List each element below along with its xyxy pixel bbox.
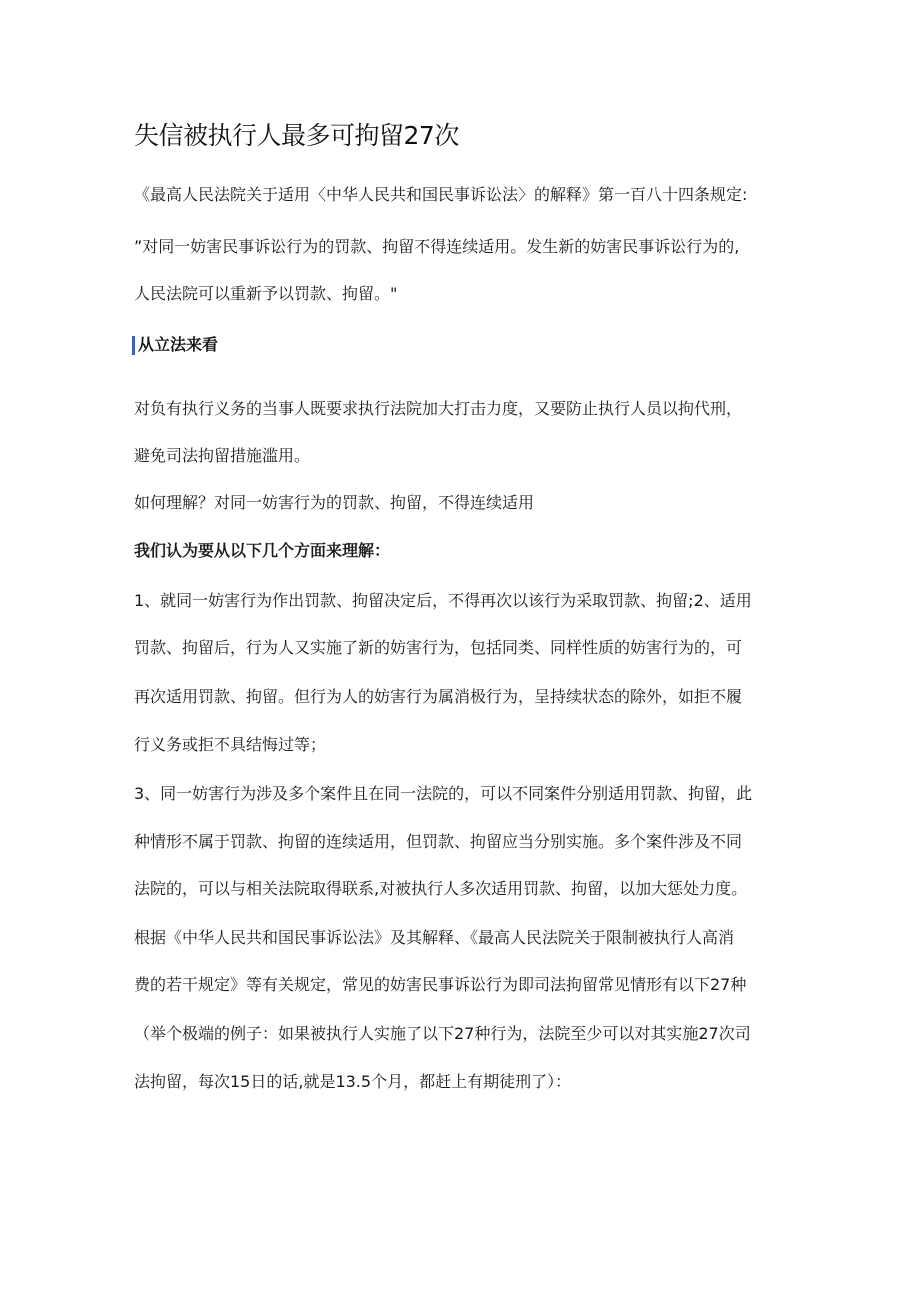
body-line-1: 对负有执行义务的当事人既要求执行法院加大打击力度，又要防止执行人员以拘代刑， bbox=[134, 399, 743, 418]
section-heading bbox=[132, 333, 218, 357]
section-heading-text: 从立法来看 bbox=[138, 335, 219, 354]
point-line-7: 法院的，可以与相关法院取得联系,对被执行人多次适用罚款、拘留，以加大惩处力度。 bbox=[134, 879, 748, 898]
point-line-4: 行义务或拒不具结悔过等； bbox=[134, 735, 327, 754]
point-line-8: 根据《中华人民共和国民事诉讼法》及其解释、《最高人民法院关于限制被执行人高消 bbox=[134, 928, 735, 947]
point-line-1: 1、就同一妨害行为作出罚款、拘留决定后，不得再次以该行为采取罚款、拘留;2、适用 bbox=[134, 591, 752, 610]
document-title: 失信被执行人最多可拘留27次 bbox=[134, 121, 459, 150]
intro-line-2: ”对同一妨害民事诉讼行为的罚款、拘留不得连续适用。发生新的妨害民事诉讼行为的, bbox=[134, 237, 740, 256]
point-line-9: 费的若干规定》等有关规定，常见的妨害民事诉讼行为即司法拘留常见情形有以下27种 bbox=[134, 975, 747, 994]
point-line-6: 种情形不属于罚款、拘留的连续适用，但罚款、拘留应当分别实施。多个案件涉及不同 bbox=[134, 832, 743, 851]
body-line-3: 如何理解？对同一妨害行为的罚款、拘留，不得连续适用 bbox=[134, 493, 535, 512]
point-line-10: （举个极端的例子：如果被执行人实施了以下27种行为，法院至少可以对其实施27次司 bbox=[134, 1024, 751, 1043]
point-line-5: 3、同一妨害行为涉及多个案件且在同一法院的，可以不同案件分别适用罚款、拘留，此 bbox=[134, 784, 753, 803]
body-line-2: 避免司法拘留措施滥用。 bbox=[134, 446, 311, 465]
intro-line-1: 《最高人民法院关于适用〈中华人民共和国民事诉讼法〉的解释》第一百八十四条规定: bbox=[134, 185, 748, 204]
point-line-2: 罚款、拘留后，行为人又实施了新的妨害行为，包括同类、同样性质的妨害行为的，可 bbox=[134, 638, 743, 657]
point-line-3: 再次适用罚款、拘留。但行为人的妨害行为属消极行为，呈持续状态的除外，如拒不履 bbox=[134, 687, 743, 706]
intro-line-3: 人民法院可以重新予以罚款、拘留。" bbox=[134, 284, 398, 303]
point-line-11: 法拘留，每次15日的话,就是13.5个月，都赶上有期徒刑了）： bbox=[134, 1072, 572, 1091]
section-accent-bar bbox=[132, 336, 135, 355]
bold-lead-line: 我们认为要从以下几个方面来理解： bbox=[134, 541, 391, 560]
